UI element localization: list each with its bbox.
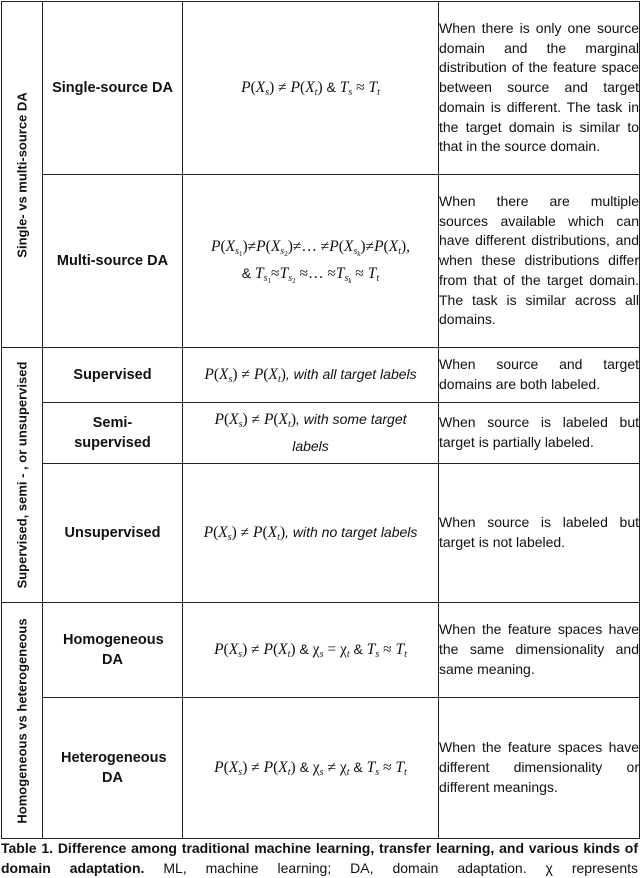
caption-title: Table 1. Difference among traditional machine learning, transfer learning, and various kinds of domain adaptation.	[1, 840, 638, 876]
group-label: Single- vs multi-source DA	[14, 91, 30, 258]
row-description: When the feature spaces have different dimensionality or different meanings.	[439, 698, 640, 839]
table-caption	[1, 839, 638, 878]
table-row	[2, 603, 640, 698]
row-formula: $P(X_s) \ne P(X_t)$, with no target labels	[183, 464, 439, 603]
row-name: Homogeneous DA	[43, 603, 183, 698]
table-row	[2, 175, 640, 348]
table-row	[2, 698, 640, 839]
group-label: Supervised, semi - , or unsupervised	[14, 361, 30, 589]
row-name: Semi-supervised	[43, 403, 183, 464]
row-name: Heterogeneous DA	[43, 698, 183, 839]
row-description: When source is labeled but target is partially labeled.	[439, 403, 640, 464]
row-description: When there are multiple sources available which can have different distributions, and when these distributions differ from that of the target domain. The task is similar across all domains.	[439, 175, 640, 348]
group-cell-supervision	[2, 348, 43, 603]
row-name: Supervised	[43, 348, 183, 403]
row-name: Multi-source DA	[43, 175, 183, 348]
row-name: Unsupervised	[43, 464, 183, 603]
row-description: When there is only one source domain and the marginal distribution of the feature space between source and target domain is different. The task in the target domain is similar to that in the source domain.	[439, 2, 640, 175]
row-description: When source and target domains are both labeled.	[439, 348, 640, 403]
row-formula	[183, 175, 439, 348]
formula-multi-source-line2: & $T_{s_1}\approx T_{s_2}$ ≈… $\approx T_{s_k} \approx T_t$	[241, 264, 380, 285]
group-cell-feature-space	[2, 603, 43, 839]
row-formula: $P(X_s) \ne P(X_t)$ & $\chi_s = \chi_t$ & $T_s \approx T_t$	[183, 603, 439, 698]
row-formula: $P(X_s) \ne P(X_t)$, with some target labels	[183, 403, 439, 464]
table-row	[2, 348, 640, 403]
domain-adaptation-table	[1, 1, 640, 839]
row-formula: $P(X_s) \ne P(X_t)$, with all target labels	[183, 348, 439, 403]
row-formula	[183, 2, 439, 175]
formula-multi-source-line1: $P(X_{s_1})\ne P(X_{s_2})\ne\dots \ne P(X_{s_k})\ne P(X_t)$,	[210, 237, 411, 258]
group-label: Homogeneous vs heterogeneous	[14, 617, 30, 824]
table-row	[2, 464, 640, 603]
row-name: Single-source DA	[43, 2, 183, 175]
row-description: When the feature spaces have the same dimensionality and same meaning.	[439, 603, 640, 698]
caption-body: ML, machine learning; DA, domain adaptation. χ represents	[144, 859, 638, 876]
formula-single-source: $P(X_s) \ne P(X_t)$ & $T_s \approx T_t$	[241, 78, 380, 98]
table-row	[2, 2, 640, 175]
table-row	[2, 403, 640, 464]
row-description: When source is labeled but target is not labeled.	[439, 464, 640, 603]
group-cell-source-count	[2, 2, 43, 348]
row-formula: $P(X_s) \ne P(X_t)$ & $\chi_s \ne \chi_t$ & $T_s \approx T_t$	[183, 698, 439, 839]
